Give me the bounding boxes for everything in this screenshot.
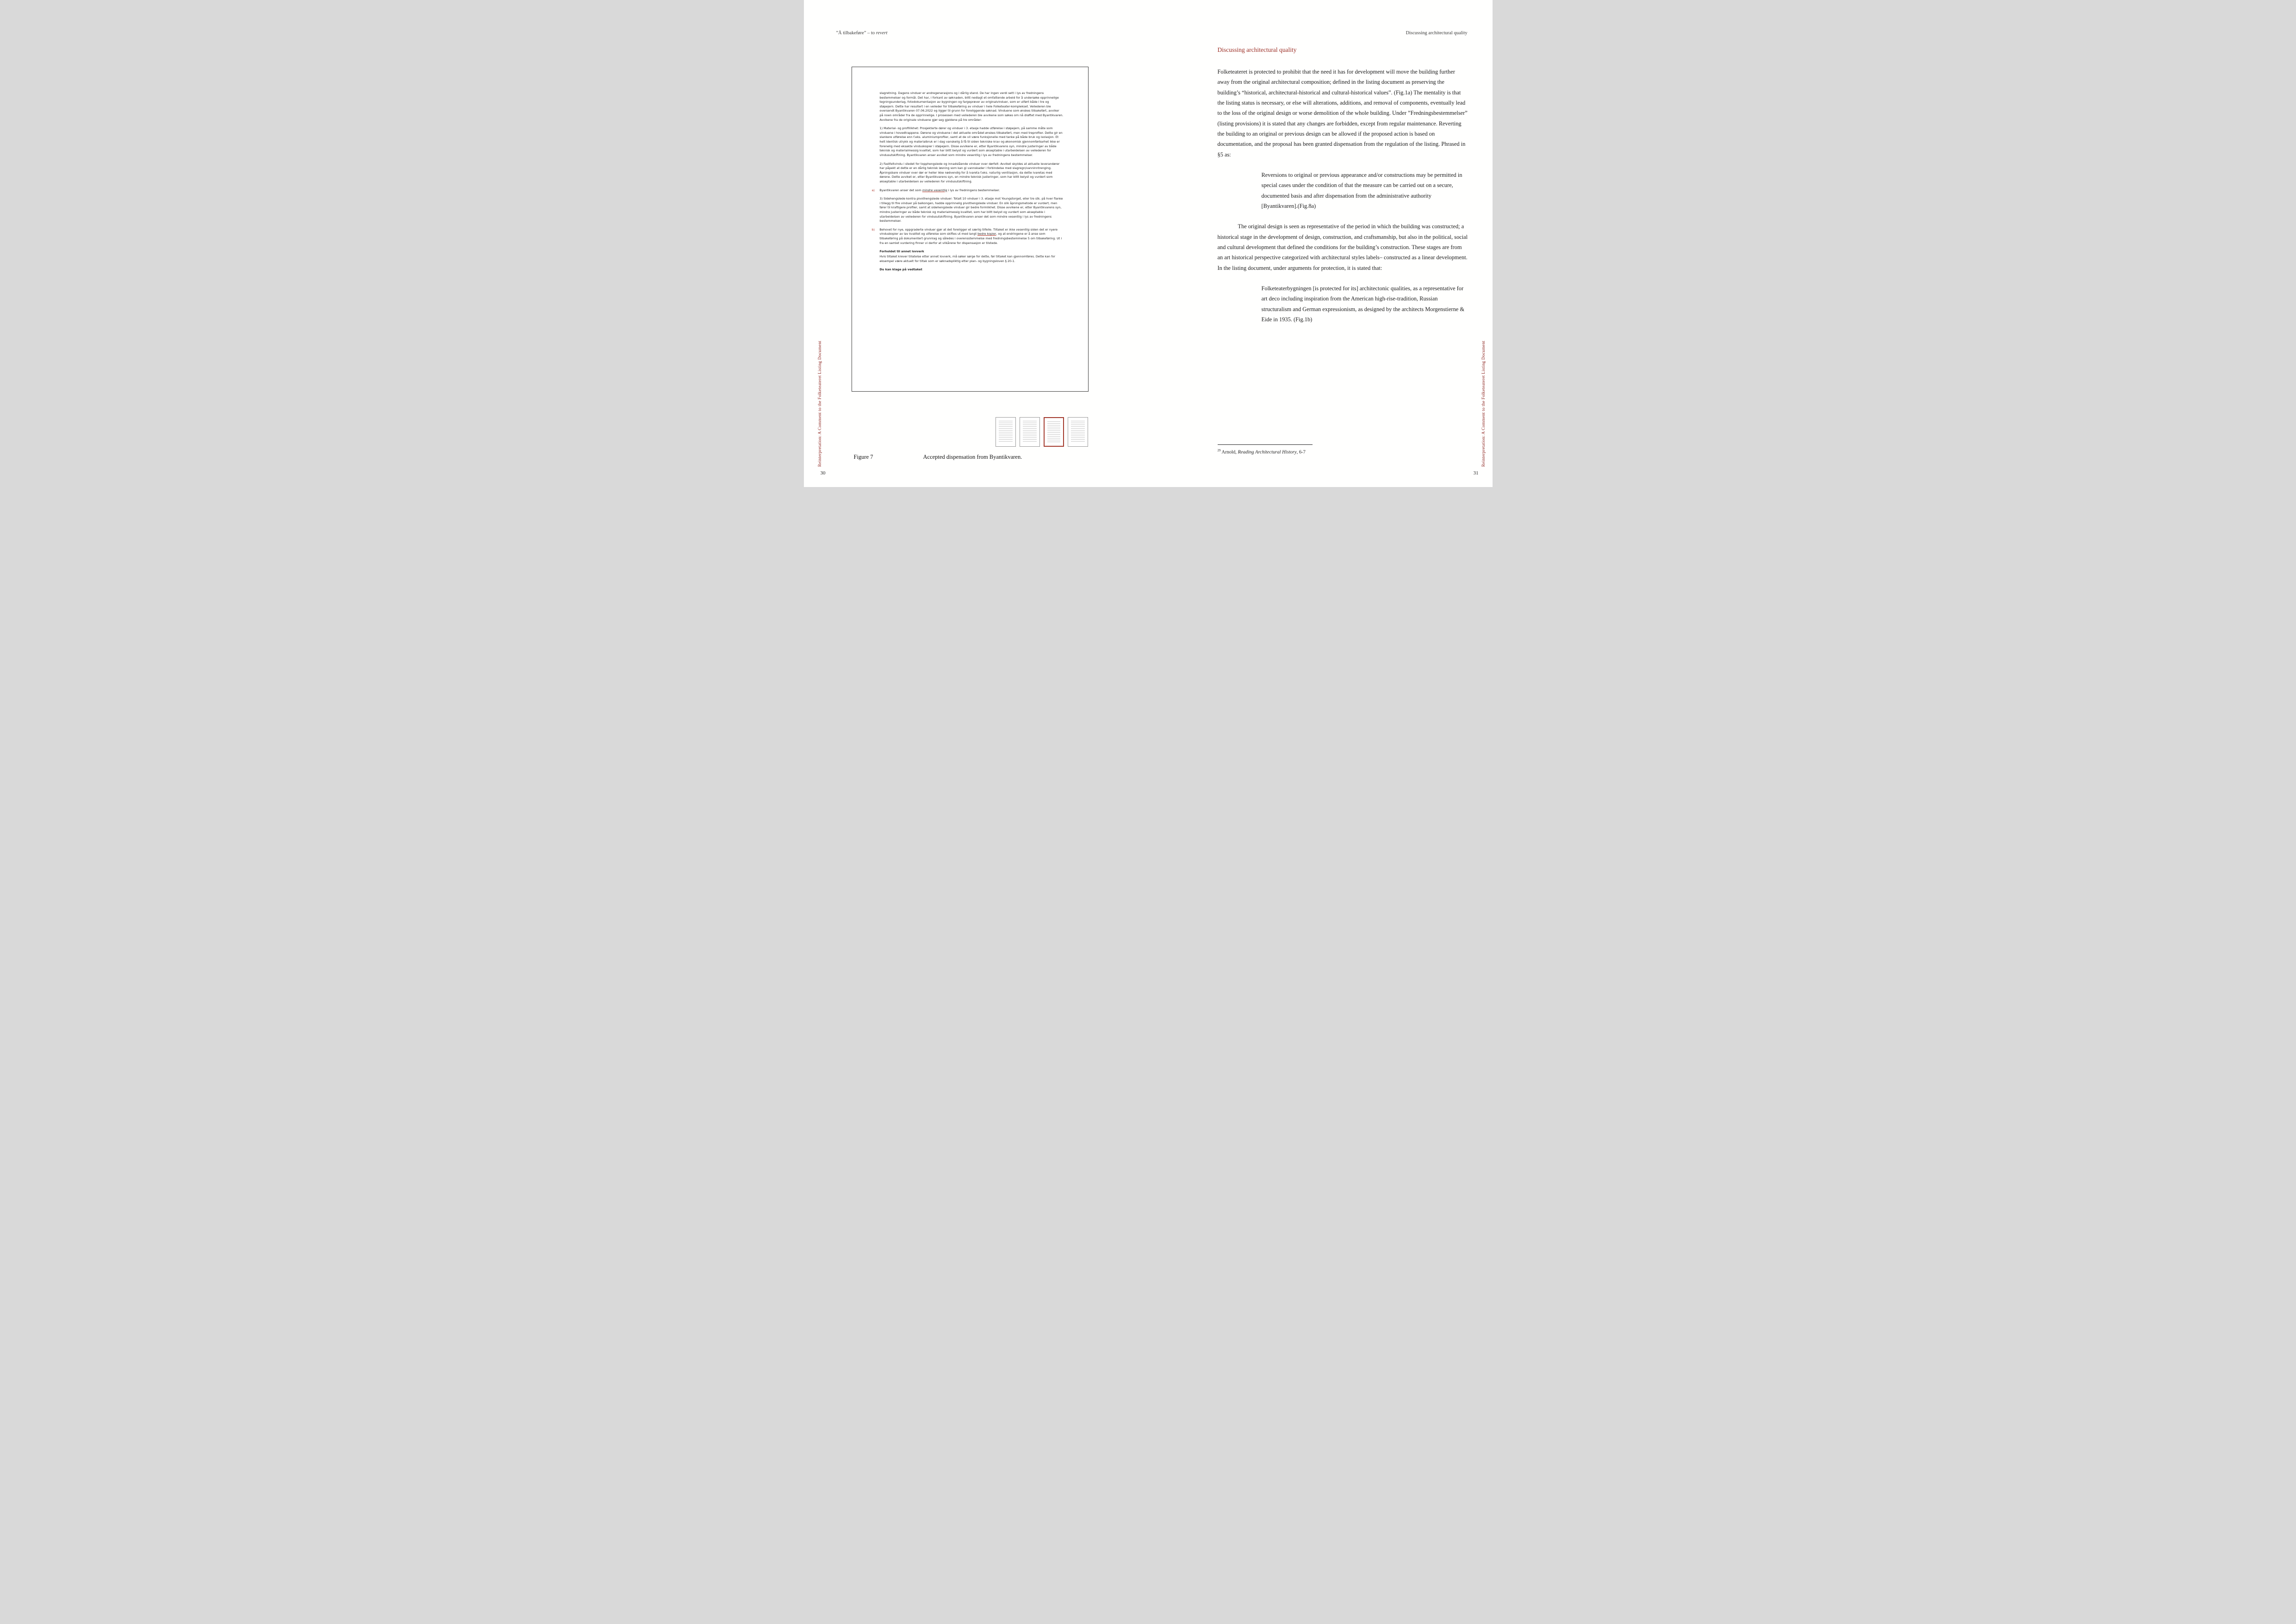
doc-a-underlined: mindre vesentlig [922,188,947,192]
thumbnail-page-1 [996,417,1016,447]
footnote-rule [1218,444,1313,445]
doc-a-pre: Byantikvaren anser det som [879,188,922,192]
doc-paragraph-item3: 3) Sidehengslede kontra pivothengslede vinduer: Totalt 10 vinduer i 3. etasje mot Youngstorget, eller tre stk. på hver flanke i tillegg til fire vinduer på balkongen, hadde opprinnelig pivothengslede vinduer. En slik åpningsmetode er vurdert, men fører til kraftigere profiler, samt at sidehengslede vinduer gir bedre formlikhet. Disse avvikene er, etter Byantikvarens syn, mindre justeringer av både teknisk og materialmessig kvalitet, som har blitt belyst og vurdert som akseptable i utarbeidelsen av veilederen for vindusutskiftning. Byantikvaren anser det som mindre vesentlig i lys av fredningens bestemmelser. [879,197,1063,223]
doc-b-italic: ikke vesentlig [1009,227,1030,231]
right-text-column [1218,46,1468,335]
footnote-marker: 29 [1217,449,1221,452]
doc-law-body: Hvis tiltaket krever tillatelse etter annet lovverk, må søker sørge for dette, før tiltaket kan gjennomføres. Dette kan for eksempel være aktuelt for tiltak som er søknadspliktig etter plan- og bygningsloven § 20-1. [879,254,1056,263]
running-header-left [836,31,888,36]
figure-caption-label: Figure 7 [853,454,873,460]
footnote [1218,444,1313,455]
figure-caption [854,454,1022,461]
thumbnail-lines [999,421,1013,443]
doc-b-seg2: siden det er nyere vinduskopier av lav kvalitet og utførelse som skiftes ut med langt [879,227,1058,236]
thumbnail-lines [1071,421,1085,443]
running-header-left-text: ”Å tilbakeføre” – to [836,31,876,36]
thumbnail-page-3-selected [1044,417,1064,447]
figure-caption-text: Accepted dispensation from Byantikvaren. [923,454,1022,460]
doc-paragraph-intro: slagretning. Dagens vinduer er andregenerasjons og i dårlig stand. De har ingen verdi sett i lys av fredningens bestemmelser og formål. Det har, i forkant av søknaden, blitt nedlagt et omfattende arbeid for å undersøke opprinnelige tegningsunderlag, fotodokumentasjon av bygningen og fargeprøver av originalvinduer, som er utført både i tre og støpejern. Dette har resultert i en veileder for tilbakeføring av vinduer i hele Folketeater-komplekset. Veilederen ble oversendt Byantikvaren 07.06.2022 og ligger til grunn for foreliggende søknad. Vinduene som ønskes tilbakeført, avviker på noen områder fra de opprinnelige. I prosessen med veilederen ble avvikene som søkes om nå drøftet med Byantikvaren. Avvikene fra de originale vinduene gjør seg gjeldene på tre områder: [879,91,1064,122]
running-header-left-italic: revert [876,31,888,36]
thumbnail-page-2 [1020,417,1040,447]
footnote-title: Reading Architectural History [1238,450,1297,455]
doc-law-heading: Forholdet til annet lovverk [879,250,924,254]
body-paragraph-1: Folketeateret is protected to prohibit that the need it has for development will move the building further away from the original architectural composition; defined in the listing document as preserving the building’s “historical, architectural-historical and cultural-historical values”. (Fig.1a) The mentality is that the listing status is necessary, or else will alterations, additions, and removal of components, eventually lead to the loss of the original design or worse demolition of the whole building. Under ”Fredningsbestemmelser” (listing provisions) it is stated that any changes are forbidden, except from regular maintenance. Reverting the building to an original or previous design can be allowed if the proposed action is based on documentation, and the proposal has been granted dispensation from the regulation of the listing. Phrased in §5 as: [1217,69,1468,158]
block-quote-1: Reversions to original or previous appearance and/or constructions may be permitted in special cases under the condition of that the measure can be carried out on a secure, documented basis and after dispensation from the administrative authority [Byantikvaren].(Fig.8a) [1261,171,1462,209]
footnote-pre: Arnold, [1221,450,1238,455]
page-number-left: 30 [820,470,826,476]
margin-marker-b: b) [871,227,875,231]
body-paragraph-2: The original design is seen as representative of the period in which the building was constructed; a historical stage in the development of design, construction, and craftsmanship, but also in the political, social and cultural development that defined the conditions for the building’s construction. These stages are from an art historical perspective categorized with architectural styles labels– constructed as a linear development. In the listing document, under arguments for protection, it is stated that: [1217,223,1468,271]
page-number-right: 31 [1473,470,1479,476]
sidebar-vertical-left: Reinterpretation: A Comment to the Folketeateret Listing Document [817,340,822,467]
footnote-post: , 6-7 [1296,450,1306,455]
running-header-right: Discussing architectural quality [1406,31,1468,36]
doc-paragraph-item2: 2) Fastfeltvindu i stedet for topphengslede og innadslående vinduer over dørfelt: Avviket skyldes at aktuelle leverandører har påpekt at dette er en dårlig teknisk løsning som kan gi vannskader i forbindelse med slagregn/vanninntrenging. Åpningsbare vinduer over dør er heller ikke nødvendig for å ivareta f.eks. naturlig ventilasjon, da dette ivaretas med dørene. Dette avviket er, etter Byantikvarens syn, en mindre teknisk justeringer, som har blitt belyst og vurdert som akseptable i utarbeidelsen av veilederen for vindusutskiftning. [879,162,1060,183]
thumbnail-page-4 [1068,417,1088,447]
section-title: Discussing architectural quality [1217,46,1297,53]
document-spread [804,0,1493,487]
thumbnail-lines [1047,421,1060,443]
doc-complaint-heading: Du kan klage på vedtaket [879,268,922,272]
doc-paragraph-b [871,227,1064,245]
thumbnail-lines [1023,421,1037,443]
scanned-letter [871,91,1064,273]
doc-a-post: i lys av fredningens bestemmelser. [947,188,1000,192]
doc-b-seg1: Behovet for nye, oppgraderte vinduer gjør at det foreligger et særlig tilfelle. Tiltaket er [879,227,1009,231]
margin-marker-a: a) [871,188,875,192]
doc-paragraph-item1: 1) Material- og profillikhet: Prosjekterte dører og vinduer i 3. etasje hadde utførelse i støpejern, på samme måte som vinduene i hovedtrappene. Dørene og vinduene i det aktuelle området ønskes tilbakeført, men med treprofiler. Dette gir en slankere utførelse enn f.eks. aluminiumprofiler, samt at de vil være funksjonelle med tanke på både bruk og isolasjon. Et helt identisk utrykk og materialbruk er i dag vanskelig å få til siden tekniske krav og økonomisk gjennomførbarhet ikke er forenelig med eksakte vinduskopier i støpejern. Disse avvikene er, etter Byantikvarens syn, mindre justeringer av både teknisk og materialmessig kvalitet, som har blitt belyst og vurdert som akseptable i utarbeidelsen av veilederen for vindusutskiftning. Byantikvaren anser avviket som mindre vesentlig i lys av fredningens bestemmelser. [879,126,1063,157]
doc-paragraph-a [871,188,1064,193]
doc-b-seg3: , og at endringene er å anse som tilbakeføring på dokumentert grunnlag og således i overensstemmelse med fredningsbestemmelse 5 om tilbakeføring. Ut i fra en samlet vurdering finner vi derfor at vilkårene for dispensasjon er tilstede. [879,232,1062,245]
sidebar-vertical-right: Reinterpretation: A Comment to the Folketeateret Listing Document [1481,340,1486,467]
doc-b-underlined: bedre kopier [977,232,996,236]
figure-scan-box [852,67,1089,392]
page-thumbnails [996,417,1088,447]
block-quote-2: Folketeaterbygningen [is protected for its] architectonic qualities, as a representative for art deco including inspiration from the American high-rise-tradition, Russian structuralism and German expressionism, as designed by the architects Morgenstierne & Eide in 1935. (Fig.1b) [1261,285,1464,323]
